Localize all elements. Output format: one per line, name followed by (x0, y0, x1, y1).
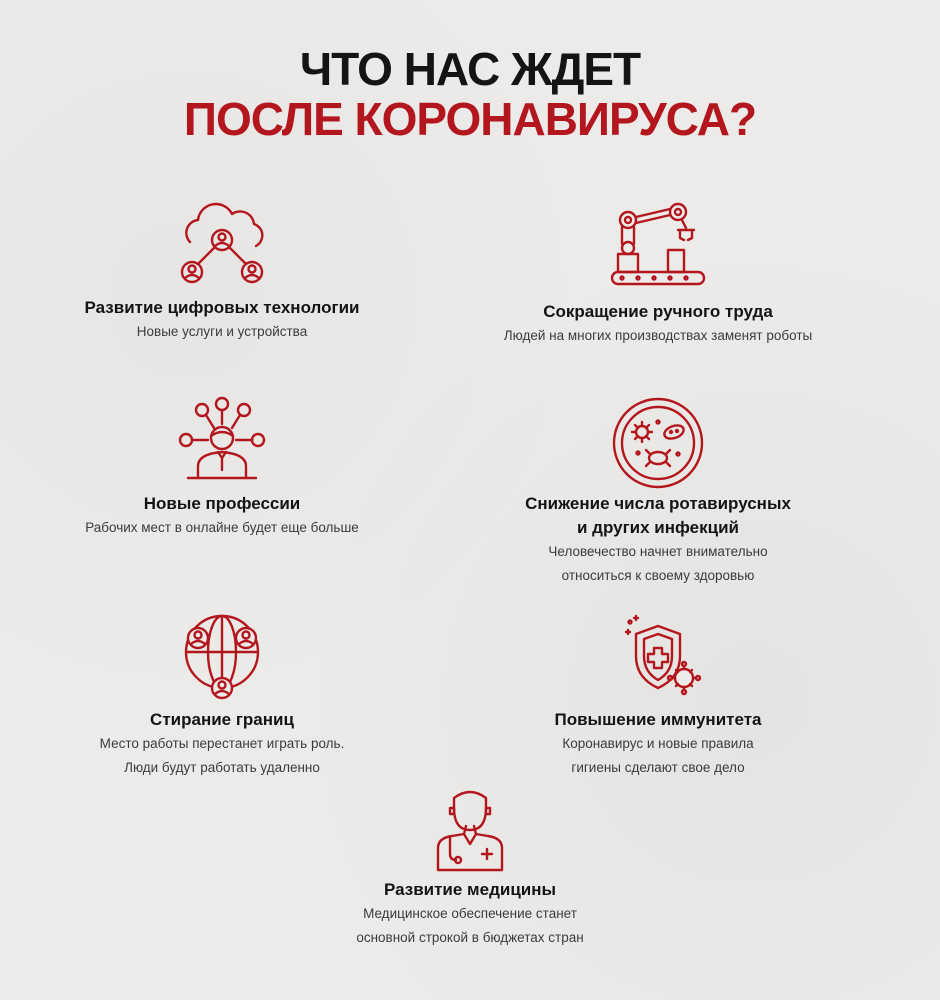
shield-virus-icon (608, 612, 708, 704)
item-title: Развитие цифровых технологии (84, 298, 360, 317)
petri-dish-icon (608, 398, 708, 488)
item-infections (468, 398, 848, 588)
item-new-professions (32, 398, 412, 540)
item-digital-tech (32, 200, 412, 344)
item-desc: Человечество начнет внимательно (548, 544, 768, 559)
item-desc: Коронавирус и новые правила (562, 736, 754, 751)
item-title-line-2: и других инфекций (577, 518, 739, 537)
item-title: Повышение иммунитета (554, 710, 762, 729)
item-desc: Новые услуги и устройства (136, 324, 308, 339)
robot-arm-icon (608, 200, 708, 290)
global-people-icon (172, 612, 272, 704)
cloud-network-icon (172, 200, 272, 290)
item-title: Развитие медицины (383, 880, 557, 899)
professional-network-icon (172, 398, 272, 488)
item-title: Сокращение ручного труда (543, 302, 773, 321)
item-medicine (280, 782, 660, 950)
item-desc: Медицинское обеспечение станет (363, 906, 577, 921)
title-line-1: ЧТО НАС ЖДЕТ (299, 43, 641, 95)
item-borders (32, 612, 412, 780)
item-desc: Люди будут работать удаленно (124, 760, 320, 775)
item-desc: Рабочих мест в онлайне будет еще больше (85, 520, 359, 535)
item-manual-labor (468, 200, 848, 348)
item-desc: основной строкой в бюджетах стран (356, 930, 584, 945)
title-line-2: ПОСЛЕ КОРОНАВИРУСА? (183, 93, 757, 145)
item-desc: Людей на многих производствах заменят роботы (503, 328, 813, 343)
item-immunity (468, 612, 848, 780)
item-desc: Место работы перестанет играть роль. (99, 736, 345, 751)
item-title: Стирание границ (150, 710, 294, 729)
item-desc: относиться к своему здоровью (561, 568, 755, 583)
item-title: Новые профессии (143, 494, 301, 513)
item-desc: гигиены сделают свое дело (571, 760, 745, 775)
item-title: Снижение числа ротавирусных (525, 494, 791, 513)
doctor-icon (420, 782, 520, 874)
